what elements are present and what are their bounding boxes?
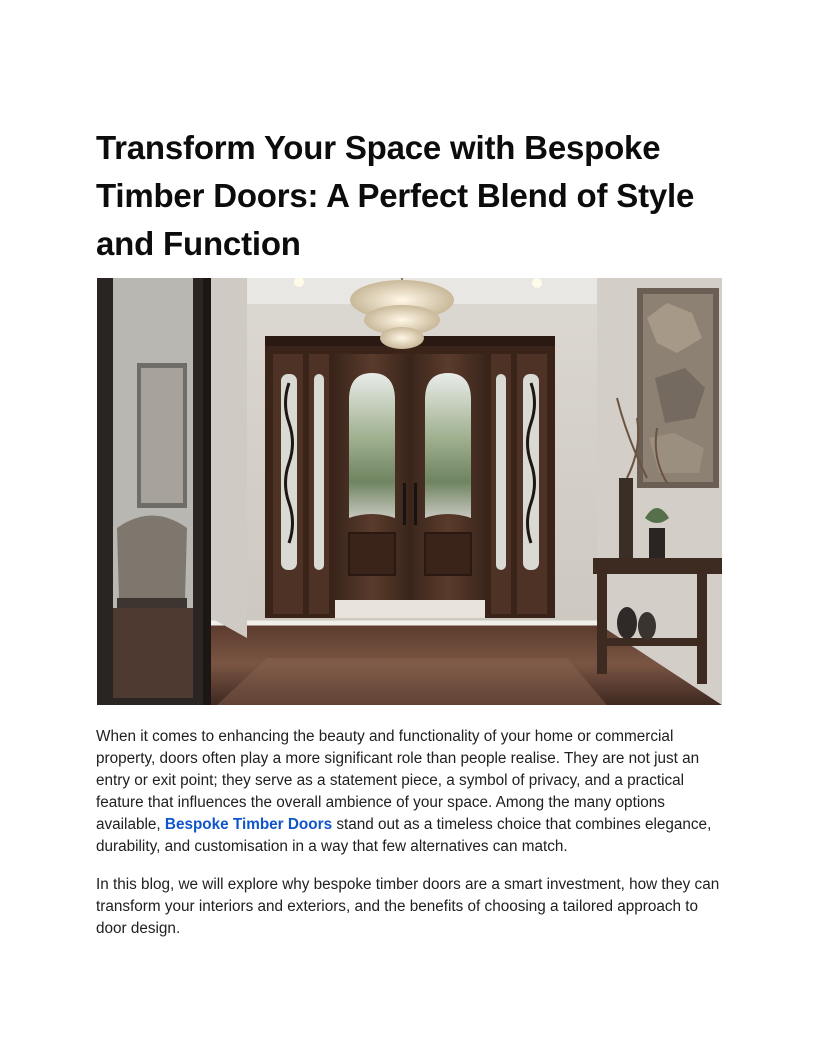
intro-text-before-link: When it comes to enhancing the beauty and functionality of your home or commercial property, doors often play a more significant role than people realise. They are not just an entry or exit point; they serve as a statement piece, a symbol of privacy, and a practical feature that influences the overall ambience of your space. Among the many options available, [96,728,700,833]
intro-text-after-link: stand out as a timeless choice that combines elegance, durability, and customisation in a way that few alternatives can match. [96,816,712,855]
hero-image [97,278,722,705]
article-title: Transform Your Space with Bespoke Timber Doors: A Perfect Blend of Style and Function [96,129,695,262]
bespoke-timber-doors-link[interactable]: Bespoke Timber Doors [164,816,333,833]
blog-overview-paragraph: In this blog, we will explore why bespoke timber doors are a smart investment, how they can transform your interiors and exteriors, and the benefits of choosing a tailored approach to door design. [96,876,720,937]
intro-paragraph [96,726,724,858]
